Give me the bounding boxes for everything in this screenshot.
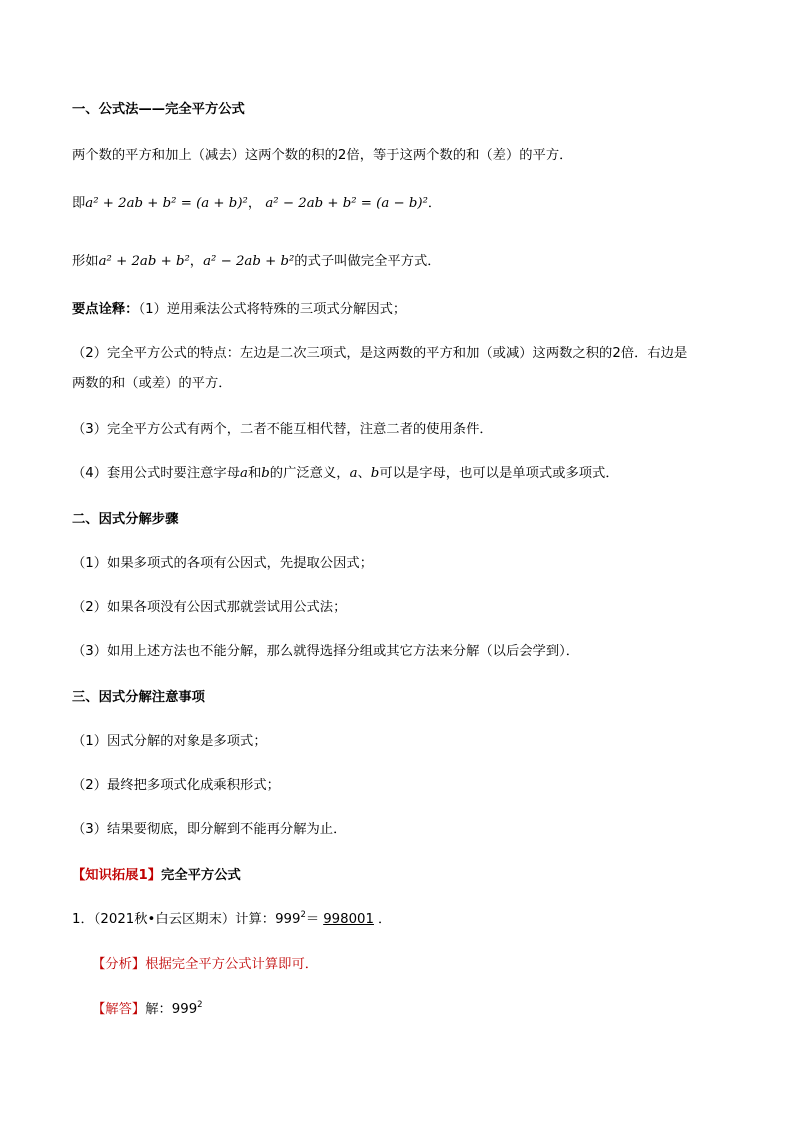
- question-source: （2021秋•白云区期末）计算：: [93, 912, 276, 927]
- formula-sep: ，: [247, 196, 262, 211]
- key-4-part-e: 可以是字母，也可以是单项式或多项式．: [379, 466, 619, 481]
- shape-suffix: 的式子叫做完全平方式．: [294, 254, 441, 269]
- section3-heading: 三、因式分解注意事项: [72, 690, 205, 705]
- solution-label: 【解答】: [92, 1002, 146, 1017]
- key-point-1: （1）逆用乘法公式将特殊的三项式分解因式；: [138, 302, 407, 317]
- key-4-var-a2: a: [349, 466, 358, 481]
- key-4-var-b: b: [261, 466, 270, 481]
- extension-heading: [72, 866, 732, 886]
- formula-prefix: 即: [72, 196, 86, 211]
- note-3: （3）结果要彻底，即分解到不能再分解为止．: [72, 822, 347, 837]
- shape-prefix: 形如: [72, 254, 99, 269]
- question-equals: ＝: [305, 912, 320, 927]
- answer-blank: 998001: [323, 912, 374, 927]
- definition-text: 两个数的平方和加上（减去）这两个数的积的2倍，等于这两个数的和（差）的平方．: [72, 148, 573, 163]
- step-3: （3）如用上述方法也不能分解，那么就得选择分组或其它方法来分解（以后会学到）．: [72, 644, 580, 659]
- key-point-4: [72, 464, 732, 484]
- question-exponent: 2: [300, 910, 306, 920]
- key-point-2-line1: （2）完全平方公式的特点：左边是二次三项式，是这两数的平方和加（或减）这两数之积的2倍．右边是: [72, 346, 688, 361]
- analysis-label: 【分析】: [92, 957, 146, 972]
- formula-end: ．: [427, 196, 442, 211]
- shape-sep: ，: [189, 254, 204, 269]
- question-number: 1．: [72, 912, 94, 927]
- complete-square-shape-line: [72, 252, 732, 272]
- note-1: （1）因式分解的对象是多项式；: [72, 734, 267, 749]
- key-4-part-a: （4）套用公式时要注意字母: [72, 466, 241, 481]
- key-4-var-a: a: [240, 466, 248, 481]
- section1-heading: 一、公式法——完全平方公式: [72, 102, 245, 117]
- shape-expr1: a² + 2ab + b²: [98, 254, 190, 269]
- section2-heading: 二、因式分解步骤: [72, 512, 179, 527]
- key-point-3: （3）完全平方公式有两个，二者不能互相代替，注意二者的使用条件．: [72, 422, 493, 437]
- key-4-part-c: 的广泛意义，: [269, 466, 350, 481]
- step-2: （2）如果各项没有公因式那就尝试用公式法；: [72, 600, 347, 615]
- formula-line: [72, 194, 732, 214]
- solution-text: 解：: [145, 1002, 172, 1017]
- formula2-right: (a − b)²: [376, 196, 428, 211]
- shape-expr2: a² − 2ab + b²: [203, 254, 295, 269]
- analysis-line: [92, 955, 752, 975]
- key-4-part-d: 、: [357, 466, 371, 481]
- solution-base: 999: [171, 1002, 198, 1017]
- solution-exponent: 2: [197, 1000, 203, 1010]
- key-point-2-line2: 两数的和（或差）的平方．: [72, 376, 232, 391]
- extension-bracket-label: 【知识拓展1】: [72, 868, 162, 883]
- formula1-left: a² + 2ab + b² =: [85, 196, 192, 211]
- key-4-part-b: 和: [247, 466, 262, 481]
- solution-line: [92, 1000, 752, 1020]
- formula2-left: a² − 2ab + b² =: [265, 196, 372, 211]
- question-1: [72, 910, 732, 930]
- key-4-var-b2: b: [370, 466, 380, 481]
- question-end: ．: [377, 912, 392, 927]
- question-base: 999: [275, 912, 301, 927]
- step-1: （1）如果多项式的各项有公因式，先提取公因式；: [72, 556, 373, 571]
- key-points-label: 要点诠释：: [72, 302, 139, 317]
- note-2: （2）最终把多项式化成乘积形式；: [72, 778, 280, 793]
- formula1-right: (a + b)²: [196, 196, 248, 211]
- analysis-text: 根据完全平方公式计算即可．: [145, 957, 319, 972]
- key-points-line1: [72, 300, 732, 320]
- extension-title: 完全平方公式: [161, 868, 241, 883]
